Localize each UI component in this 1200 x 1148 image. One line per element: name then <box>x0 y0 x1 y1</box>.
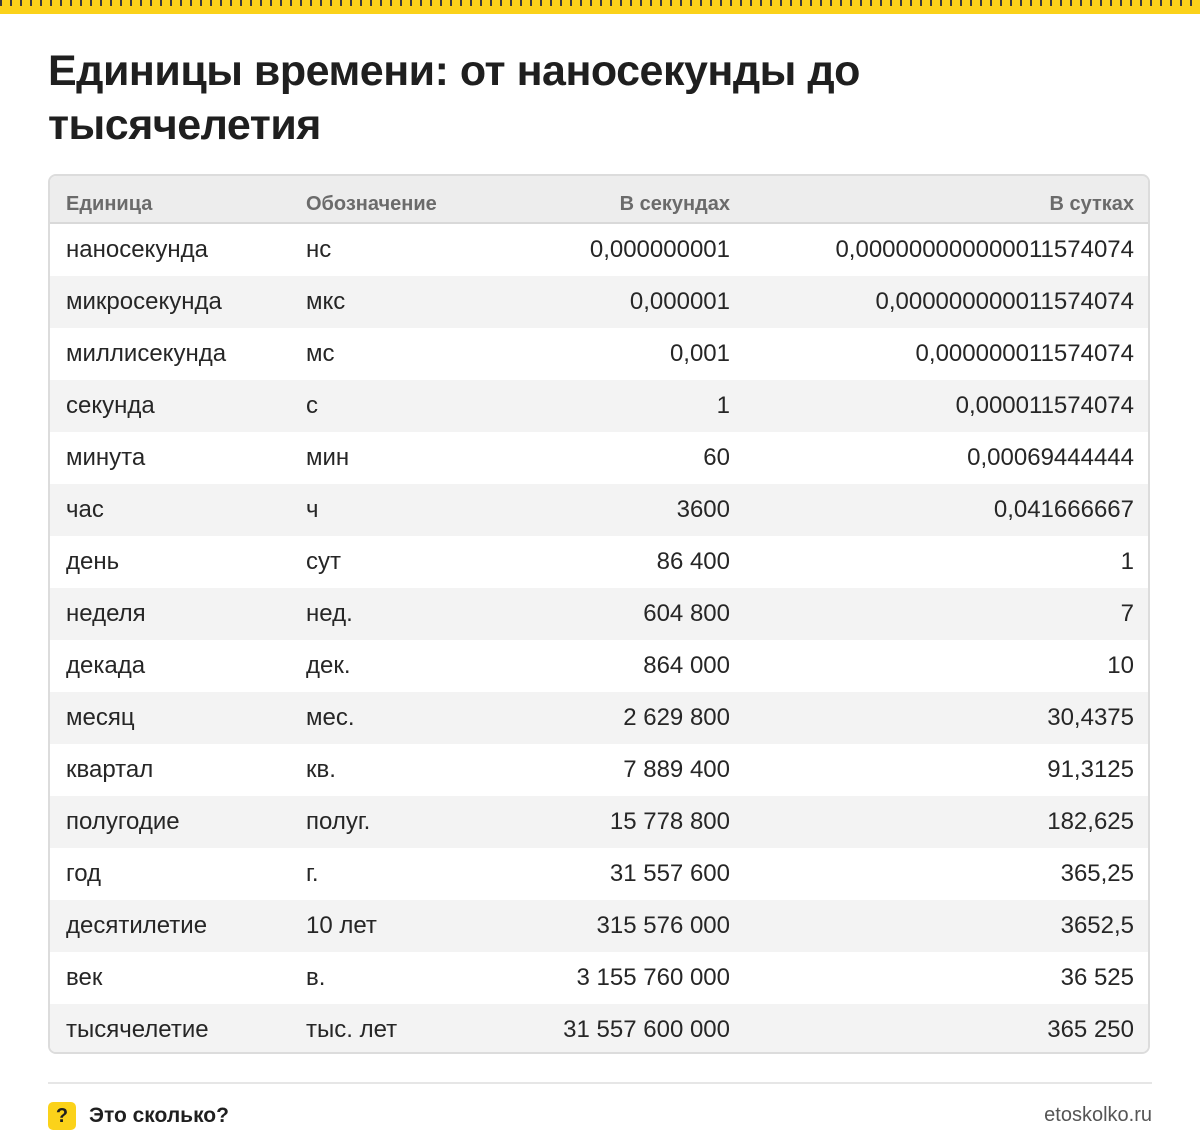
cell-days: 365 250 <box>1047 1016 1134 1043</box>
cell-symbol: мс <box>306 340 335 367</box>
brand-name: Это сколько? <box>89 1104 229 1127</box>
header-days: В сутках <box>1049 193 1134 215</box>
cell-seconds: 3600 <box>676 496 730 523</box>
table-row <box>50 952 1148 1004</box>
table-row <box>50 380 1148 432</box>
cell-unit: век <box>66 964 103 991</box>
cell-days: 0,000000000011574074 <box>875 288 1134 315</box>
cell-seconds: 7 889 400 <box>623 756 730 783</box>
cell-symbol: мин <box>306 444 350 471</box>
cell-unit: тысячелетие <box>66 1016 209 1043</box>
cell-days: 7 <box>1120 600 1134 627</box>
brand-logo[interactable] <box>48 1102 229 1130</box>
table-row <box>50 640 1148 692</box>
cell-unit: декада <box>66 652 146 679</box>
cell-seconds: 864 000 <box>643 652 730 679</box>
cell-unit: микросекунда <box>66 288 222 315</box>
cell-seconds: 0,001 <box>669 340 730 367</box>
table-row <box>50 328 1148 380</box>
cell-seconds: 604 800 <box>643 600 730 627</box>
site-link[interactable]: etoskolko.ru <box>1044 1104 1152 1126</box>
cell-unit: месяц <box>66 704 135 731</box>
cell-seconds: 31 557 600 <box>609 860 730 887</box>
cell-days: 182,625 <box>1047 808 1134 835</box>
cell-symbol: ч <box>306 496 319 523</box>
cell-seconds: 31 557 600 000 <box>563 1016 730 1043</box>
cell-seconds: 86 400 <box>656 548 730 575</box>
cell-unit: полугодие <box>66 808 180 835</box>
cell-symbol: сут <box>306 548 341 575</box>
cell-unit: секунда <box>66 392 155 419</box>
table-row <box>50 744 1148 796</box>
cell-seconds: 15 778 800 <box>609 808 730 835</box>
cell-symbol: мес. <box>306 704 355 731</box>
cell-days: 30,4375 <box>1047 704 1134 731</box>
cell-symbol: нс <box>306 236 332 263</box>
cell-days: 0,000000011574074 <box>915 340 1134 367</box>
cell-symbol: тыс. лет <box>306 1016 398 1043</box>
cell-seconds: 60 <box>703 444 730 471</box>
cell-unit: неделя <box>66 600 146 627</box>
table-row <box>50 848 1148 900</box>
table-row <box>50 276 1148 328</box>
table-row <box>50 796 1148 848</box>
cell-days: 365,25 <box>1060 860 1134 887</box>
footer-divider <box>48 1082 1152 1084</box>
cell-symbol: мкс <box>306 288 346 315</box>
cell-symbol: 10 лет <box>306 912 377 939</box>
table-row <box>50 692 1148 744</box>
cell-unit: год <box>66 860 102 887</box>
cell-seconds: 0,000000001 <box>589 236 730 263</box>
table-row <box>50 588 1148 640</box>
cell-seconds: 1 <box>716 392 730 419</box>
table-body <box>50 224 1148 1054</box>
cell-days: 91,3125 <box>1047 756 1134 783</box>
cell-days: 0,041666667 <box>993 496 1134 523</box>
cell-symbol: кв. <box>306 756 336 783</box>
table-row <box>50 484 1148 536</box>
cell-symbol: полуг. <box>306 808 371 835</box>
cell-days: 10 <box>1107 652 1134 679</box>
cell-unit: час <box>66 496 104 523</box>
cell-unit: квартал <box>66 756 154 783</box>
table-row <box>50 1004 1148 1054</box>
cell-symbol: в. <box>306 964 326 991</box>
cell-seconds: 2 629 800 <box>623 704 730 731</box>
cell-days: 0,00069444444 <box>967 444 1134 471</box>
cell-days: 0,000011574074 <box>955 392 1134 419</box>
table-row <box>50 432 1148 484</box>
table-row <box>50 536 1148 588</box>
cell-unit: день <box>66 548 120 575</box>
cell-symbol: дек. <box>306 652 351 679</box>
time-units-table <box>48 174 1150 1054</box>
table-row <box>50 224 1148 276</box>
cell-days: 0,000000000000011574074 <box>835 236 1134 263</box>
ruler-strip <box>0 0 1200 14</box>
cell-symbol: с <box>306 392 318 419</box>
cell-days: 36 525 <box>1060 964 1134 991</box>
cell-unit: миллисекунда <box>66 340 227 367</box>
cell-unit: минута <box>66 444 146 471</box>
page-title: Единицы времени: от наносекунды до тысячелетия <box>48 47 860 149</box>
cell-unit: десятилетие <box>66 912 208 939</box>
cell-seconds: 315 576 000 <box>596 912 730 939</box>
cell-seconds: 3 155 760 000 <box>576 964 730 991</box>
header-symbol: Обозначение <box>306 193 437 215</box>
cell-days: 3652,5 <box>1060 912 1134 939</box>
header-unit: Единица <box>66 193 153 215</box>
cell-unit: наносекунда <box>66 236 208 263</box>
cell-symbol: г. <box>306 860 319 887</box>
cell-days: 1 <box>1120 548 1134 575</box>
cell-seconds: 0,000001 <box>629 288 730 315</box>
table-row <box>50 900 1148 952</box>
header-seconds: В секундах <box>619 193 730 215</box>
cell-symbol: нед. <box>306 600 353 627</box>
table-header-row <box>50 176 1148 224</box>
question-mark-icon: ? <box>48 1102 76 1130</box>
